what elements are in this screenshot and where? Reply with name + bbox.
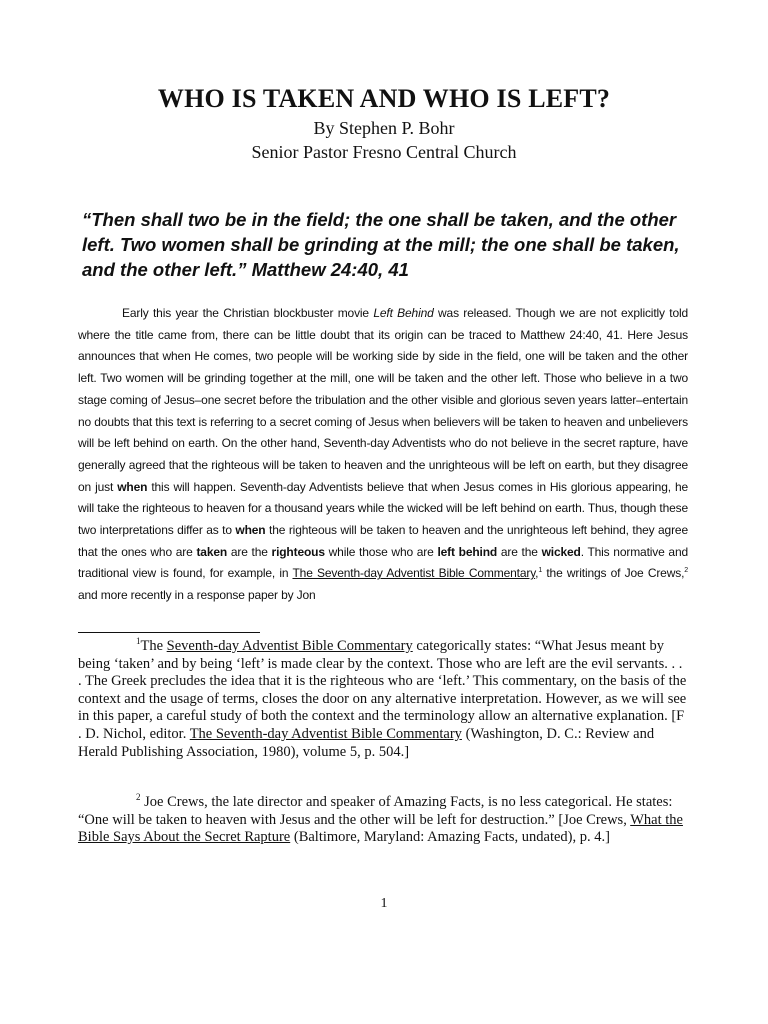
footnote-reference-2[interactable]: 2 xyxy=(684,567,689,575)
body-text-run: are the xyxy=(497,544,542,559)
emphasis-left-behind: left behind xyxy=(437,544,498,559)
footnote-1 xyxy=(78,638,688,761)
emphasis-righteous: righteous xyxy=(271,544,325,559)
page-number: 1 xyxy=(380,896,388,911)
footnote-text-run: The xyxy=(140,638,167,654)
body-paragraph xyxy=(78,303,688,607)
body-text-run: , xyxy=(535,566,539,581)
emphasis-when: when xyxy=(117,479,148,494)
body-text-run: this will happen. Seventh-day Adventists believe that when Jesus comes in His glorious appearing, he will take the righteous to heaven for a thousand years while the wicked will be left behind on earth. Thus, though these two interpretations differ as to xyxy=(78,479,689,538)
body-text-run: while those who are xyxy=(324,544,438,559)
author-position: Senior Pastor Fresno Central Church xyxy=(251,142,517,162)
body-text-run: was released. Though we are not explicitly told where the title came from, there can be little doubt that its origin can be traced to Matthew 24:40, 41. Here Jesus announces that when He comes, two people will be working side by side in the field, one will be taken and the other left. Two women will be grinding together at the mill, one will be taken and the other left. Those who believe in a two stage coming of Jesus–one secret before the tribulation and the other visible and glorious seven years latter–entertain no doubts that this text is referring to a secret coming of Jesus when believers will be taken to heaven and unbelievers will be left behind on earth. On the other hand, Seventh-day Adventists who do not believe in the secret rapture, have generally agreed that the righteous will be taken to heaven and the unrighteous will be left on earth, but they disagree on just xyxy=(78,306,689,494)
footnote-2 xyxy=(78,794,688,847)
emphasis-wicked: wicked xyxy=(541,544,581,559)
body-text-run: the righteous will be taken to heaven and the unrighteous left behind, they agree that the ones who are xyxy=(78,523,688,559)
emphasis-when: when xyxy=(235,523,266,538)
epigraph-quote: “Then shall two be in the field; the one shall be taken, and the other left. Two women shall be grinding at the mill; the one shall be taken, and the other left.” Matthew 24:40, 41 xyxy=(82,209,680,280)
movie-title: Left Behind xyxy=(373,306,434,320)
footnote-number: 2 xyxy=(136,792,141,803)
footnote-text-run: (Washington, D. C.: Review and Herald Publishing Association, 1980), volume 5, p. 504.] xyxy=(78,725,655,760)
author-byline: By Stephen P. Bohr xyxy=(313,118,455,138)
footnote-number: 1 xyxy=(136,636,141,647)
footnote-divider xyxy=(78,632,260,633)
footnote-text-run: Joe Crews, the late director and speaker of Amazing Facts, is no less categorical. He states: “One will be taken to heaven with Jesus and the other will be left for destruction.” [Joe Crews, xyxy=(78,794,673,828)
footnote-cited-title: What the Bible Says About the Secret Rapture xyxy=(78,811,683,846)
footnote-text-run: categorically states: “What Jesus meant by being ‘taken’ and by being ‘left’ is made clear by the context. Those who are left are the evil servants. . . . The Greek precludes the idea that it is the righteous who are ‘left.’ This commentary, on the basis of the context and the usage of terms, closes the door on any alternative interpretation. However, as we will see in this paper, a careful study of both the context and the terminology allow an alternative explanation. [F . D. Nichol, editor. xyxy=(78,638,687,742)
body-text-run: are the xyxy=(227,544,272,559)
body-text-run: the writings of Joe Crews, xyxy=(542,566,685,581)
footnote-text-run: (Baltimore, Maryland: Amazing Facts, undated), p. 4.] xyxy=(290,829,610,846)
body-text-run: Early this year the Christian blockbuster movie xyxy=(122,306,374,320)
footnote-cited-title: The Seventh-day Adventist Bible Commentary xyxy=(189,725,462,742)
body-text-run: and more recently in a response paper by Jon xyxy=(78,588,316,603)
footnote-cited-title: Seventh-day Adventist Bible Commentary xyxy=(166,638,413,654)
footnote-reference-1[interactable]: 1 xyxy=(538,567,543,575)
document-title: WHO IS TAKEN AND WHO IS LEFT? xyxy=(157,84,611,113)
cited-work-title: The Seventh-day Adventist Bible Commentary xyxy=(292,566,536,581)
body-text-run: . This normative and traditional view is found, for example, in xyxy=(78,544,689,581)
emphasis-taken: taken xyxy=(196,544,228,559)
